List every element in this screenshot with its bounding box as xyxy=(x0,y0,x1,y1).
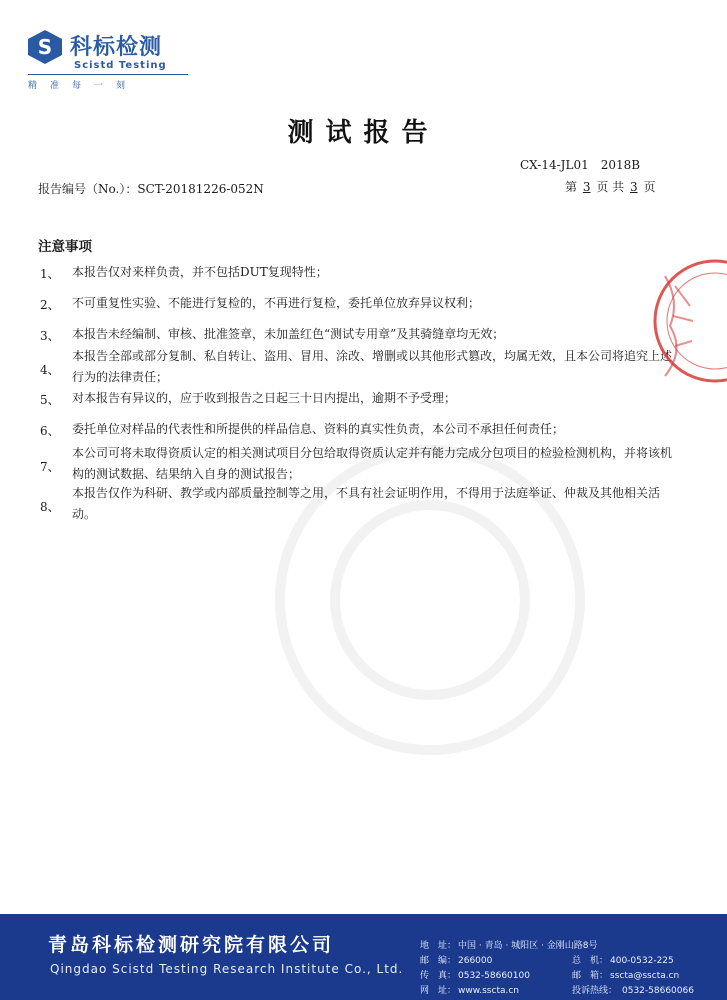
footer-postcode xyxy=(420,953,492,966)
footer-web-label: 网 址： xyxy=(420,986,457,996)
footer-email-label: 邮 箱： xyxy=(572,971,609,981)
notice-item-text: 本报告全部或部分复制、私自转让、盗用、冒用、涂改、增删或以其他形式篡改，均属无效，且本公司将追究上述行为的法律责任； xyxy=(72,349,673,384)
form-version: 2018B xyxy=(600,158,641,172)
notice-item-text: 本报告仅对来样负责，并不包括DUT复现特性； xyxy=(72,265,328,279)
footer-fax xyxy=(420,968,530,981)
footer-hotline xyxy=(572,953,674,966)
footer-company-en: Qingdao Scistd Testing Research Institute Co., Ltd. xyxy=(50,962,404,976)
footer-address xyxy=(420,938,597,951)
notice-item-text: 委托单位对样品的代表性和所提供的样品信息、资料的真实性负责，本公司不承担任何责任； xyxy=(72,422,565,436)
page-number: 3 xyxy=(582,180,591,194)
svg-text:S: S xyxy=(37,35,53,59)
notice-item-text: 本报告未经编制、审核、批准签章，未加盖红色“测试专用章”及其骑缝章均无效； xyxy=(72,327,505,341)
notice-item-text: 本公司可将未取得资质认定的相关测试项目分包给取得资质认定并有能力完成分包项目的检验检测机构，并将该机构的测试数据、结果纳入自身的测试报告； xyxy=(72,446,673,481)
footer-hotline-value: 400-0532-225 xyxy=(610,956,674,966)
logo-english: Scistd Testing xyxy=(74,60,167,71)
page-title: 测试报告 xyxy=(287,118,440,148)
page-indicator xyxy=(565,178,655,195)
footer-postcode-value: 266000 xyxy=(458,956,493,966)
report-number-label: 报告编号（No.）： xyxy=(38,182,138,196)
logo-name: 科标检测 xyxy=(70,35,163,60)
footer-fax-value: 0532-58660100 xyxy=(458,971,530,981)
footer-complaint-label: 投诉热线： xyxy=(572,986,618,996)
footer-company-cn: 青岛科标检测研究院有限公司 xyxy=(48,934,335,956)
footer-web-value: www.sscta.cn xyxy=(458,986,520,996)
seam-stamp xyxy=(635,246,727,396)
form-code-value: CX-14-JL01 xyxy=(520,158,589,172)
footer-hotline-label: 总 机： xyxy=(572,956,609,966)
notice-item-number: 8、 xyxy=(40,500,60,514)
logo-slogan: 精准每一刻 xyxy=(28,81,139,91)
form-code xyxy=(520,158,652,172)
footer-address-value: 中国 · 青岛 · 城阳区 · 金刚山路8号 xyxy=(458,941,598,951)
notice-item-text: 不可重复性实验、不能进行复检的，不再进行复检，委托单位放弃异议权利； xyxy=(72,296,481,310)
notice-item-number: 4、 xyxy=(40,363,60,377)
footer-postcode-label: 邮 编： xyxy=(420,956,457,966)
page-total: 3 xyxy=(629,180,638,194)
notice-item-text: 对本报告有异议的，应于收到报告之日起三十日内提出，逾期不予受理； xyxy=(72,391,457,405)
footer-address-label: 地 址： xyxy=(420,941,457,951)
report-number xyxy=(38,180,264,197)
company-logo xyxy=(28,22,198,92)
notice-item-number: 1、 xyxy=(40,267,60,281)
logo-badge-icon xyxy=(28,30,62,64)
footer-complaint-value: 0532-58660066 xyxy=(622,986,694,996)
footer-email xyxy=(572,968,679,981)
notice-item-number: 3、 xyxy=(40,329,60,343)
notice-item-number: 5、 xyxy=(40,393,60,407)
notice-item-text: 本报告仅作为科研、教学或内部质量控制等之用，不具有社会证明作用，不得用于法庭举证、仲裁及其他相关活动。 xyxy=(72,486,661,521)
report-number-value: SCT-20181226-052N xyxy=(137,182,264,196)
notice-title: 注意事项 xyxy=(38,239,92,255)
footer-complaint xyxy=(572,983,694,996)
notice-item-number: 2、 xyxy=(40,298,60,312)
notice-item-number: 7、 xyxy=(40,460,60,474)
footer-email-value: sscta@sscta.cn xyxy=(610,971,680,981)
page-prefix: 第 xyxy=(565,180,578,194)
notice-item-number: 6、 xyxy=(40,424,60,438)
footer-fax-label: 传 真： xyxy=(420,971,457,981)
page-suffix: 页 xyxy=(643,180,656,194)
page-mid: 页 共 xyxy=(596,180,625,194)
logo-divider xyxy=(28,74,188,75)
footer-web xyxy=(420,983,519,996)
